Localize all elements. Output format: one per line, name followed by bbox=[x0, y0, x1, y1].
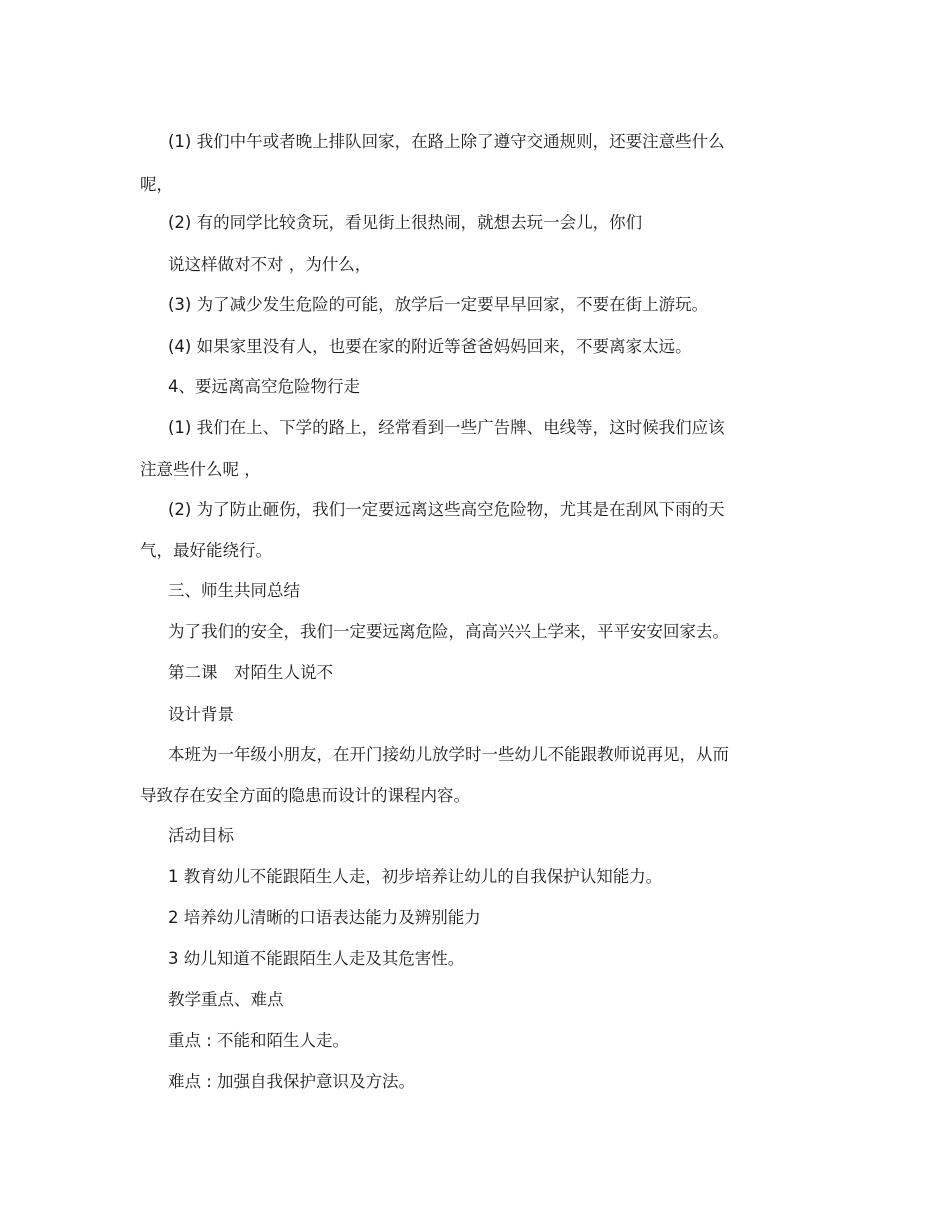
text-line: 气，最好能绕行。 bbox=[140, 541, 272, 560]
text-line: 注意些什么呢 ， bbox=[140, 460, 261, 479]
section-heading: 活动目标 bbox=[168, 826, 234, 845]
section-heading: 设计背景 bbox=[168, 705, 234, 724]
text-line: 说这样做对不对 ，为什么， bbox=[168, 255, 372, 274]
list-item: 2 培养幼儿清晰的口语表达能力及辨别能力 bbox=[168, 908, 481, 927]
section-heading: 三、师生共同总结 bbox=[168, 581, 300, 600]
list-item: 3 幼儿知道不能跟陌生人走及其危害性。 bbox=[168, 949, 465, 968]
text-line: (1) 我们在上、下学的路上，经常看到一些广告牌、电线等，这时候我们应该 bbox=[168, 418, 725, 437]
text-line: (2) 有的同学比较贪玩，看见街上很热闹，就想去玩一会儿，你们 bbox=[168, 213, 643, 232]
lesson-title: 第二课 对陌生人说不 bbox=[168, 663, 333, 682]
text-line: 导致存在安全方面的隐患而设计的课程内容。 bbox=[140, 786, 470, 805]
text-line: (1) 我们中午或者晚上排队回家，在路上除了遵守交通规则，还要注意些什么 bbox=[168, 132, 725, 151]
text-line: 重点 : 不能和陌生人走。 bbox=[168, 1031, 350, 1050]
text-line: (3) 为了减少发生危险的可能，放学后一定要早早回家，不要在街上游玩。 bbox=[168, 295, 709, 314]
text-line: (2) 为了防止砸伤，我们一定要远离这些高空危险物，尤其是在刮风下雨的天 bbox=[168, 500, 725, 519]
text-line: 本班为一年级小朋友，在开门接幼儿放学时一些幼儿不能跟教师说再见，从而 bbox=[168, 745, 729, 764]
list-item: 1 教育幼儿不能跟陌生人走，初步培养让幼儿的自我保护认知能力。 bbox=[168, 867, 663, 886]
text-line: 难点 : 加强自我保护意识及方法。 bbox=[168, 1072, 416, 1091]
text-line: 为了我们的安全，我们一定要远离危险，高高兴兴上学来，平平安安回家去。 bbox=[168, 622, 729, 641]
section-heading: 4、要远离高空危险物行走 bbox=[168, 377, 360, 396]
text-line: 呢， bbox=[140, 175, 173, 194]
text-line: (4) 如果家里没有人，也要在家的附近等爸爸妈妈回来，不要离家太远。 bbox=[168, 337, 692, 356]
section-heading: 教学重点、难点 bbox=[168, 990, 284, 1009]
